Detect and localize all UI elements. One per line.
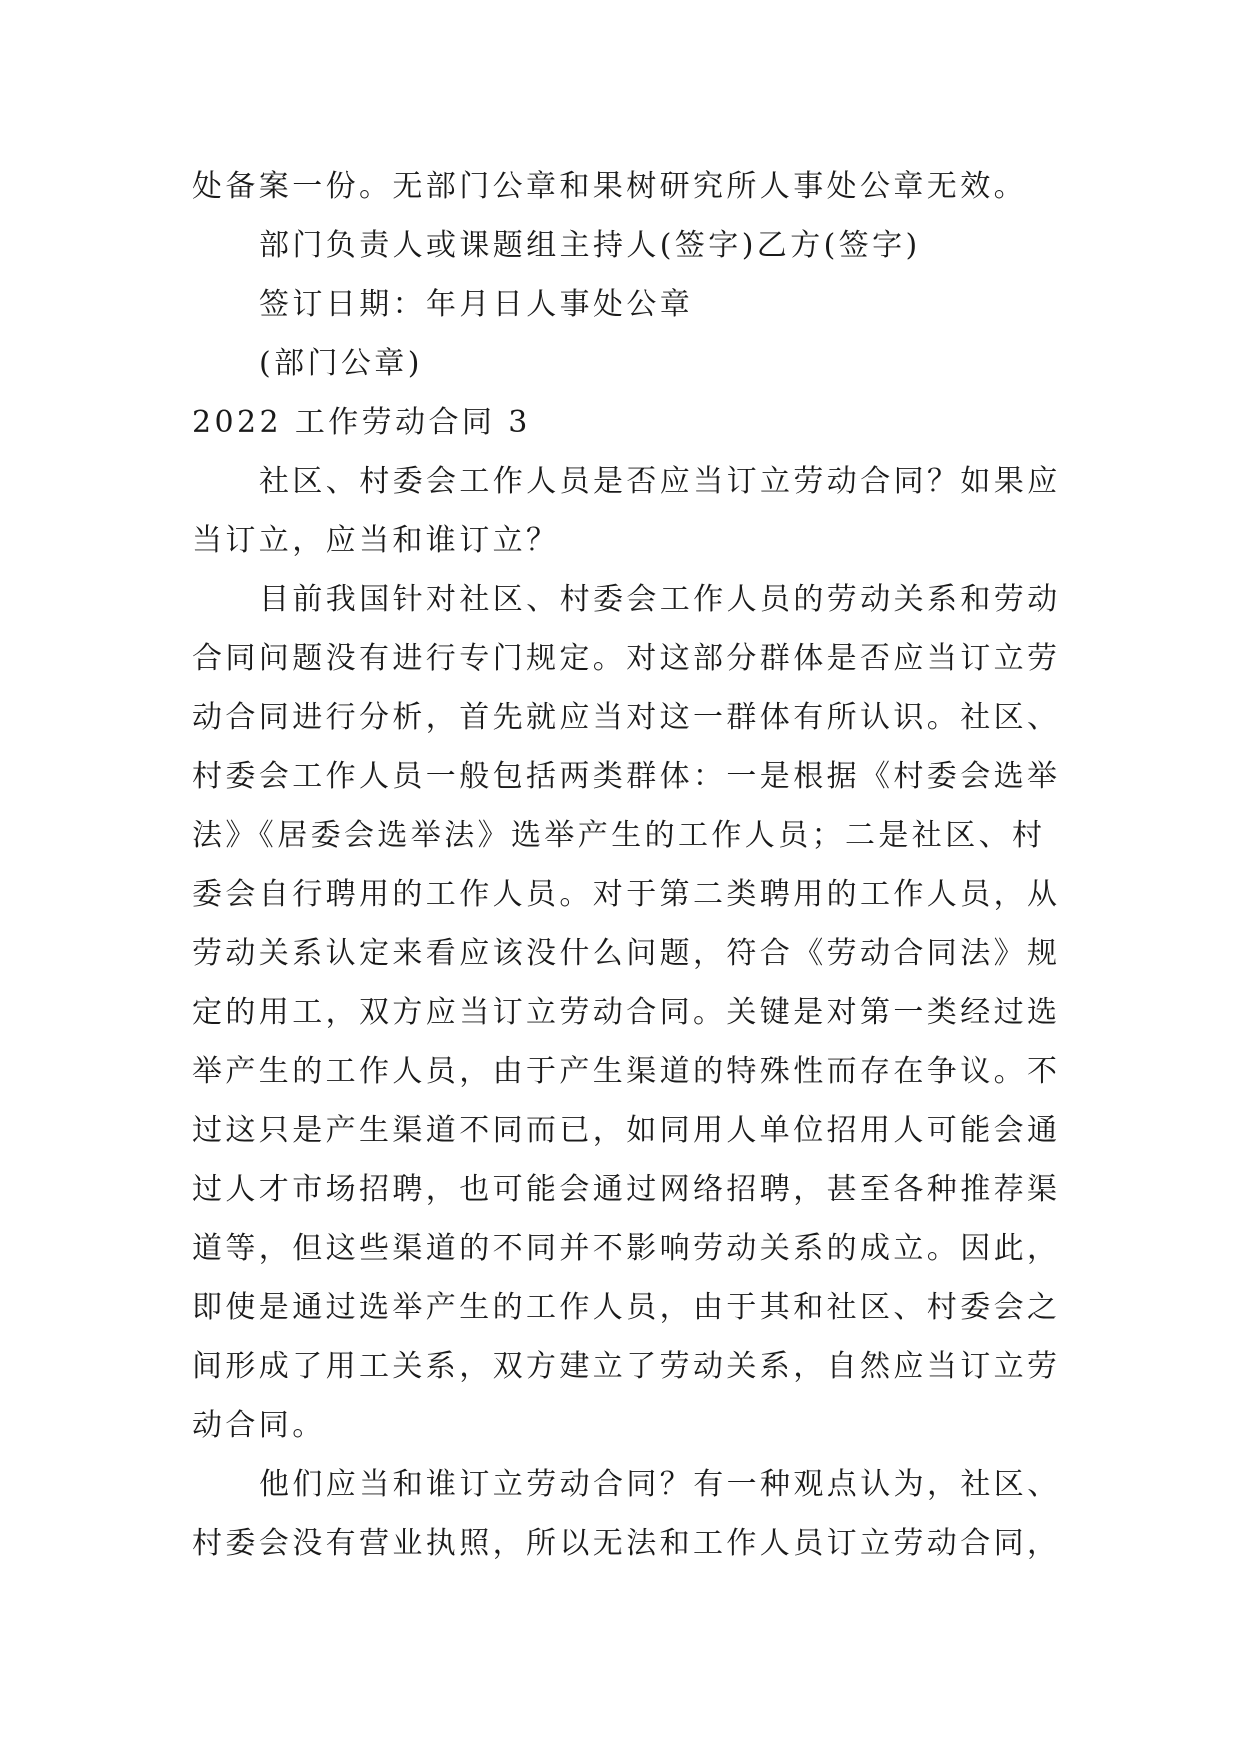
paragraph-question [192,452,1241,570]
paragraph-analysis [192,570,1241,1455]
signing-date-line: 签订日期：年月日人事处公章 [259,287,694,322]
signature-line: 部门负责人或课题组主持人(签字)乙方(签字) [259,228,921,263]
text-line: 处备案一份。无部门公章和果树研究所人事处公章无效。 [192,169,1027,204]
text-line: 过人才市场招聘，也可能会通过网络招聘，甚至各种推荐渠 [192,1172,1061,1207]
text-line: 动合同。 [192,1408,326,1443]
text-line: 当订立，应当和谁订立？ [192,523,560,558]
text-line: 他们应当和谁订立劳动合同？有一种观点认为，社区、 [259,1467,1061,1502]
text-line: 道等，但这些渠道的不同并不影响劳动关系的成立。因此， [192,1231,1061,1266]
paragraph-who-signs [192,1455,1241,1573]
text-line: 目前我国针对社区、村委会工作人员的劳动关系和劳动 [259,582,1061,617]
text-line: 过这只是产生渠道不同而已，如同用人单位招用人可能会通 [192,1113,1061,1148]
text-line: 间形成了用工关系，双方建立了劳动关系，自然应当订立劳 [192,1349,1061,1384]
text-line: 村委会工作人员一般包括两类群体：一是根据《村委会选举 [192,759,1061,794]
text-line: 定的用工，双方应当订立劳动合同。关键是对第一类经过选 [192,995,1061,1030]
text-line: 即使是通过选举产生的工作人员，由于其和社区、村委会之 [192,1290,1061,1325]
signature-block [192,216,1241,393]
text-line: 村委会没有营业执照，所以无法和工作人员订立劳动合同， [192,1526,1061,1561]
text-line: 合同问题没有进行专门规定。对这部分群体是否应当订立劳 [192,641,1061,676]
department-seal-line: (部门公章) [259,346,423,381]
text-line: 劳动关系认定来看应该没什么问题，符合《劳动合同法》规 [192,936,1061,971]
text-line: 社区、村委会工作人员是否应当订立劳动合同？如果应 [259,464,1061,499]
text-line: 动合同进行分析，首先就应当对这一群体有所认识。社区、 [192,700,1061,735]
text-line: 法》《居委会选举法》选举产生的工作人员；二是社区、村 [192,818,1046,853]
text-line: 举产生的工作人员，由于产生渠道的特殊性而存在争议。不 [192,1054,1061,1089]
section-title: 2022 工作劳动合同 3 [192,405,531,440]
text-line: 委会自行聘用的工作人员。对于第二类聘用的工作人员，从 [192,877,1061,912]
continuation-paragraph [192,157,1241,216]
